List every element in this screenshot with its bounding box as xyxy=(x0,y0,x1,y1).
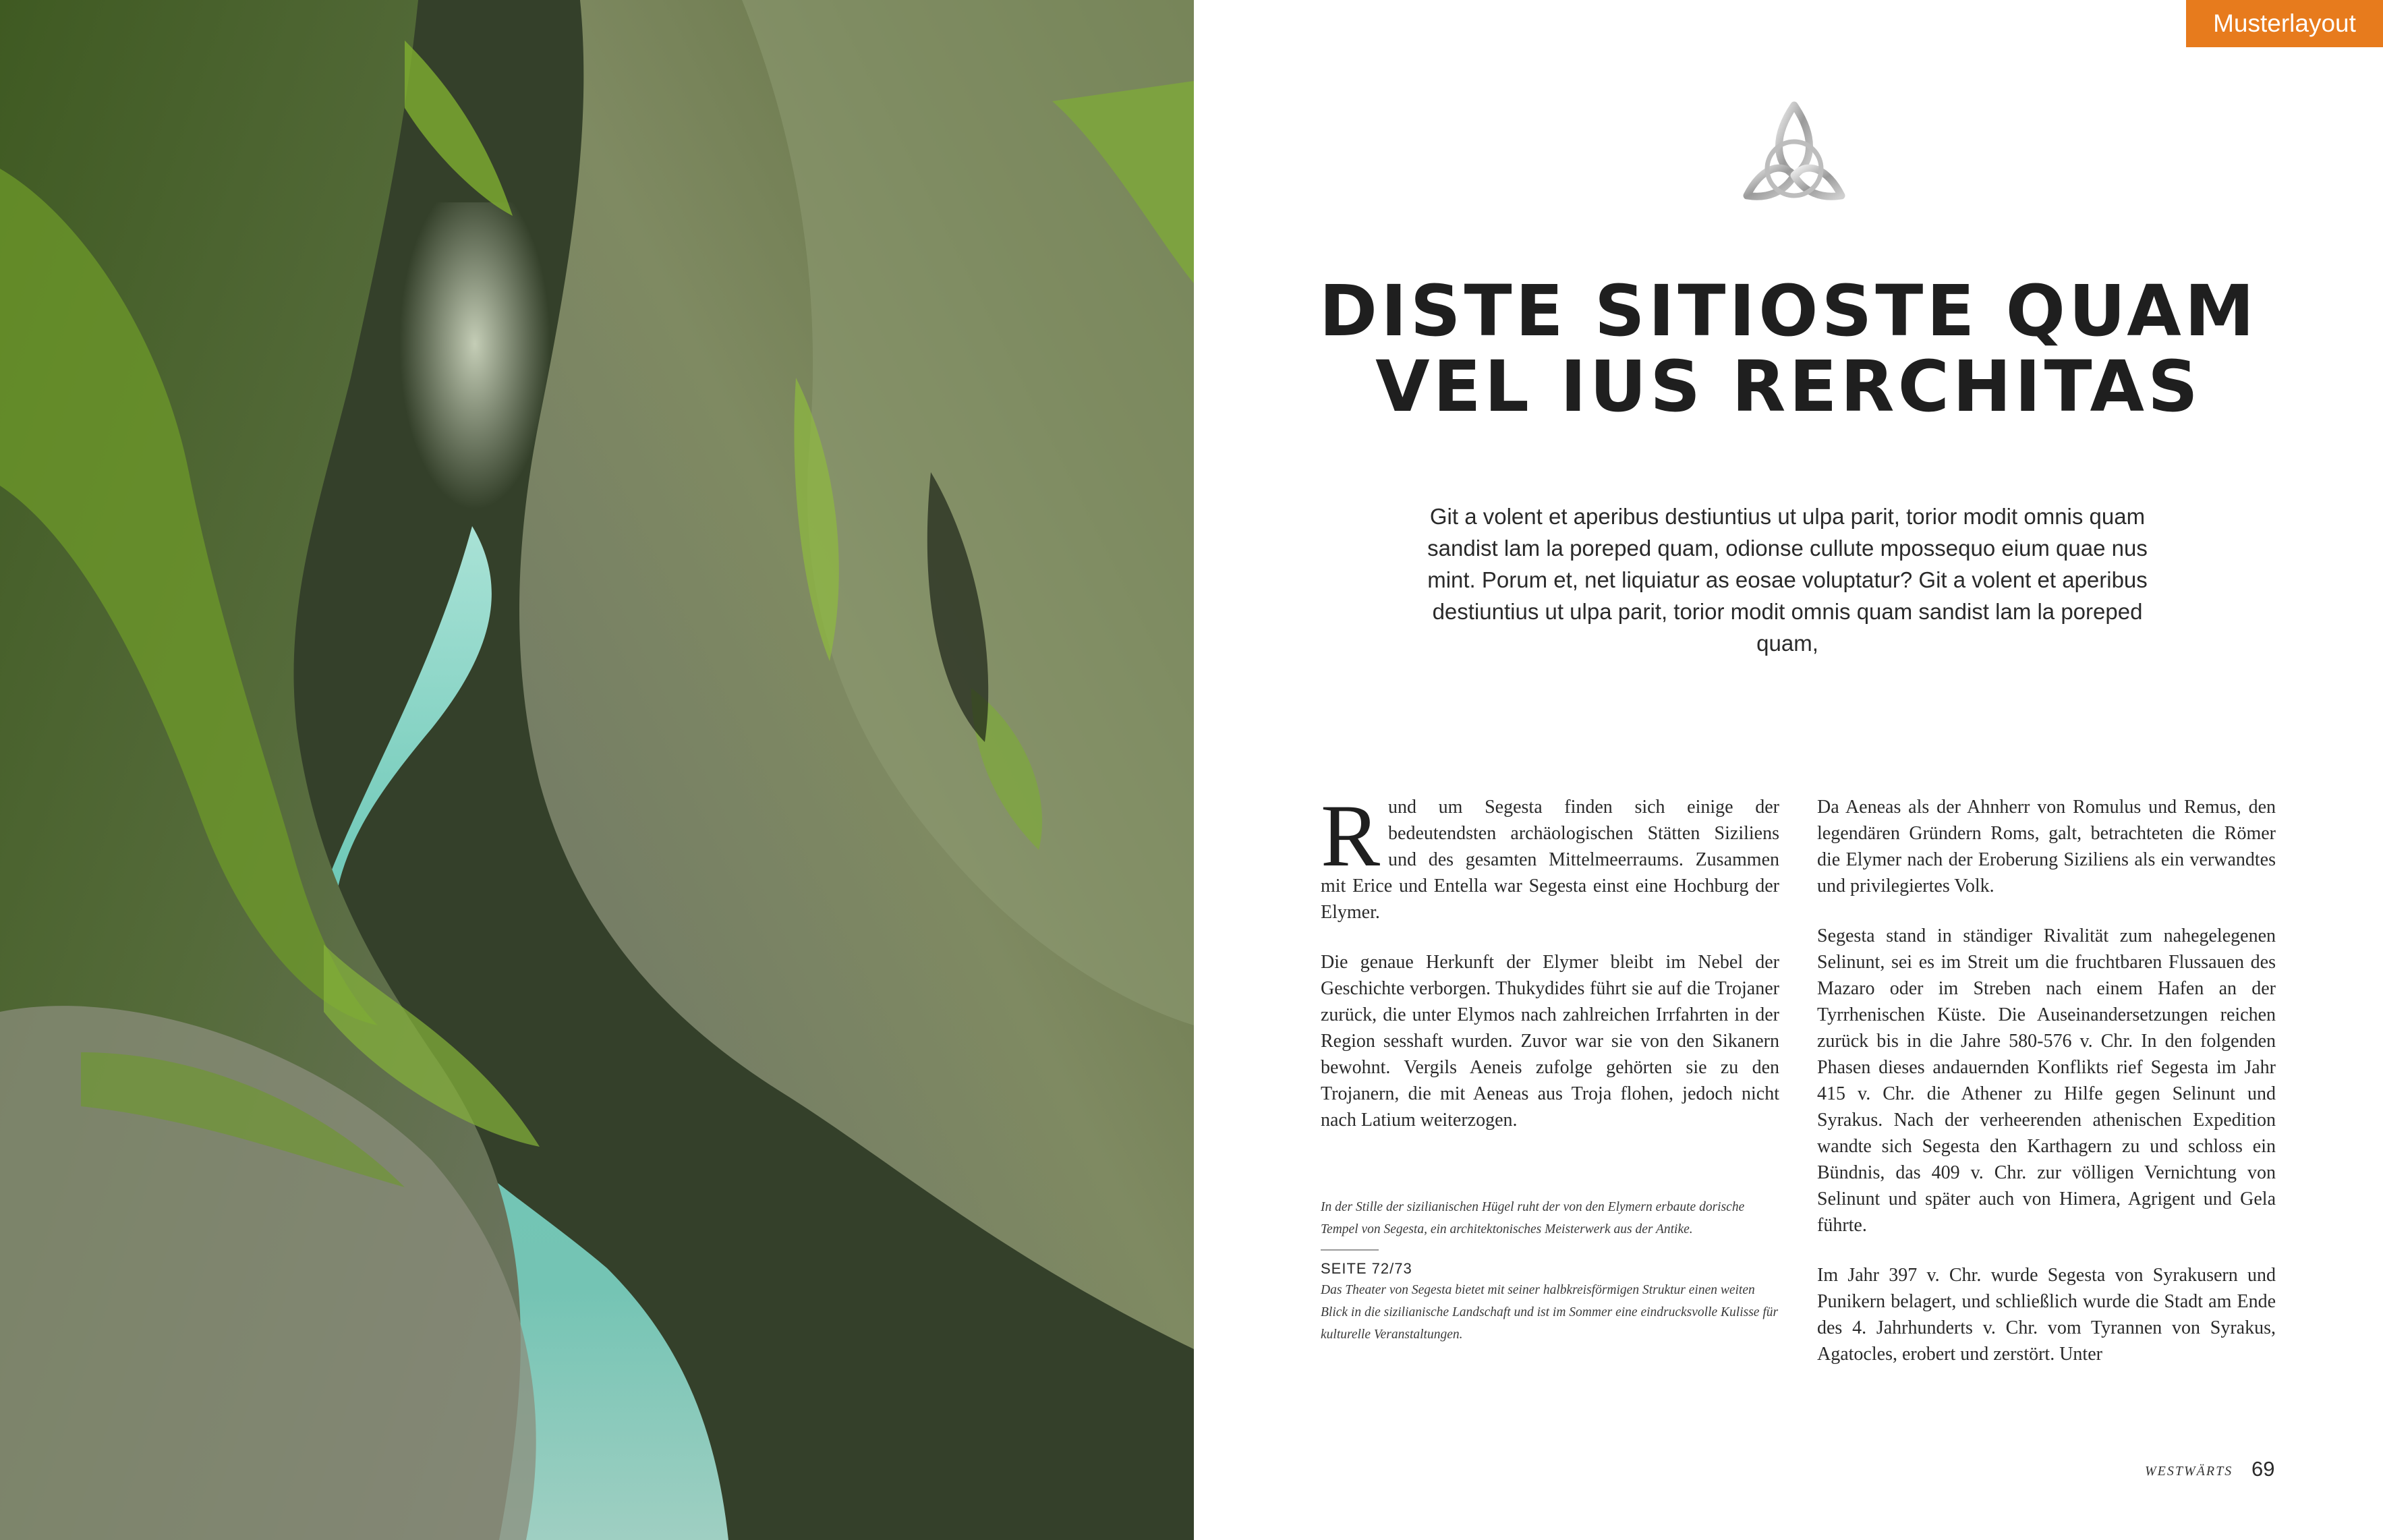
publication-name: WESTWÄRTS xyxy=(2145,1464,2233,1479)
musterlayout-badge: Musterlayout xyxy=(2186,0,2383,47)
body-paragraph: Im Jahr 397 v. Chr. wurde Segesta von Syrakusern und Punikern belagert, und schließlich wurde die Stadt am Ende des 4. Jahrhunderts v. Chr. vom Tyrannen von Syrakus, Agatocles, erobert und zerstört. Unter xyxy=(1817,1265,2276,1365)
photo-caption: Das Theater von Segesta bietet mit seiner halbkreisförmigen Struktur einen weiten Blick in die sizilianische Landschaft und ist im Sommer eine eindrucksvolle Kulisse für kulturelle Veranstaltungen. xyxy=(1321,1283,1779,1342)
caption-divider xyxy=(1321,1249,1379,1251)
article-headline xyxy=(1261,270,2316,428)
headline-line-1: DISTE SITIOSTE QUAM xyxy=(1319,270,2258,352)
body-paragraph: Segesta stand in ständiger Rivalität zum nahegelegenen Selinunt, sei es im Streit um die fruchtbaren Flussauen des Mazaro oder im Streben nach einem Hafen an der Tyrrhenischen Küste. Die Auseinandersetzungen reichen zurück bis in die Jahre 580-576 v. Chr. In den folgenden Phasen dieses andauernden Konflikts rief Segesta im Jahr 415 v. Chr. die Athener zu Hilfe gegen Selinunt und Syrakus. Nach der verheerenden athenischen Expedition wandte sich Segesta den Karthagern zu und schloss ein Bündnis, das 409 v. Chr. zur völligen Vernichtung von Selinunt und später auch von Himera, Agrigent und Gela führte. xyxy=(1817,925,2276,1236)
drop-cap: R xyxy=(1321,786,1381,885)
body-paragraph: Da Aeneas als der Ahnherr von Romulus und Remus, den legendären Gründern Roms, galt, betrachteten die Römer die Elymer nach der Eroberung Siziliens als ein verwandtes und privilegiertes Volk. xyxy=(1817,797,2276,896)
article-lede: Git a volent et aperibus destiuntius ut ulpa parit, torior modit omnis quam sandist lam la poreped quam, odionse cullute mpossequo eium quae nus mint. Porum et, net liquiatur as eosae voluptatur? Git a volent et aperibus destiuntius ut ulpa parit, torior modit omnis quam sandist lam la poreped quam, xyxy=(1427,504,2148,656)
triquetra-knot-icon xyxy=(1733,101,1855,202)
article-page xyxy=(1194,0,2383,1540)
body-paragraph xyxy=(1321,786,1779,925)
headline-line-2: VEL IUS RERCHITAS xyxy=(1375,345,2202,428)
page-number: 69 xyxy=(2251,1457,2275,1481)
caption-page-reference: SEITE 72/73 xyxy=(1321,1260,1412,1277)
body-paragraph-text: und um Segesta finden sich einige der bedeutendsten archäologischen Stätten Siziliens und des gesamten Mittelmeerraums. Zusammen mit Erice und Entella war Segesta einst eine Hochburg der Elymer. xyxy=(1321,797,1779,923)
body-column-right xyxy=(1817,794,2276,1391)
photo-caption: In der Stille der sizilianischen Hügel ruht der von den Elymern erbaute dorische Tempel von Segesta, ein architektonisches Meisterwerk aus der Antike. xyxy=(1321,1200,1745,1236)
body-column-left xyxy=(1321,786,1779,1157)
body-paragraph: Die genaue Herkunft der Elymer bleibt im Nebel der Geschichte verborgen. Thukydides führt sie auf die Trojaner zurück, die unter Elymos nach zahlreichen Irrfahrten in der Region sesshaft wurden. Zuvor war sie von den Sikanern bewohnt. Vergils Aeneis zufolge gehörten sie zu den Trojanern, die mit Aeneas aus Troja flohen, jedoch nicht nach Latium weiterzogen. xyxy=(1321,952,1779,1131)
photo-captions xyxy=(1321,1196,1779,1346)
